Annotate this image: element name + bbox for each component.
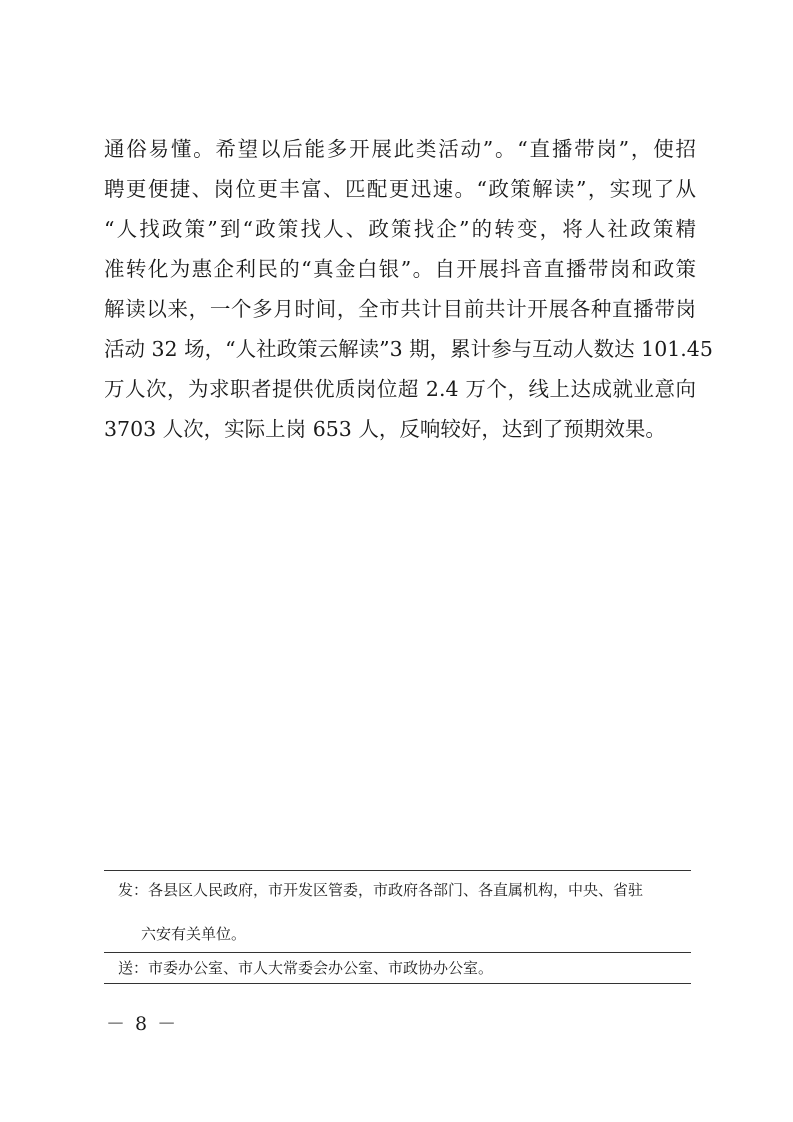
distribution-bottom-rule — [104, 983, 691, 984]
body-line-1: 通俗易懂。希望以后能多开展此类活动”。“直播带岗”，使招 — [104, 137, 696, 161]
body-line-7: 万人次，为求职者提供优质岗位超 2.4 万个，线上达成就业意向 — [104, 377, 696, 401]
body-line-6: 活动 32 场，“人社政策云解读”3 期，累计参与互动人数达 101.45 — [104, 337, 713, 361]
send-to-line-1: 发：各县区人民政府，市开发区管委，市政府各部门、各直属机构，中央、省驻 — [118, 881, 644, 899]
body-line-8: 3703 人次，实际上岗 653 人，反响较好，达到了预期效果。 — [104, 417, 666, 441]
page-number: － 8 － — [106, 1013, 179, 1035]
distribution-top-rule — [104, 870, 691, 871]
body-line-5: 解读以来，一个多月时间，全市共计目前共计开展各种直播带岗 — [104, 297, 696, 321]
body-line-3: “人找政策”到“政策找人、政策找企”的转变，将人社政策精 — [104, 217, 696, 241]
send-to-line-2: 六安有关单位。 — [141, 925, 247, 943]
body-line-4: 准转化为惠企利民的“真金白银”。自开展抖音直播带岗和政策 — [104, 257, 696, 281]
body-line-2: 聘更便捷、岗位更丰富、匹配更迅速。“政策解读”，实现了从 — [104, 177, 696, 201]
distribution-middle-rule — [104, 952, 691, 953]
cc-line: 送：市委办公室、市人大常委会办公室、市政协办公室。 — [118, 959, 494, 977]
